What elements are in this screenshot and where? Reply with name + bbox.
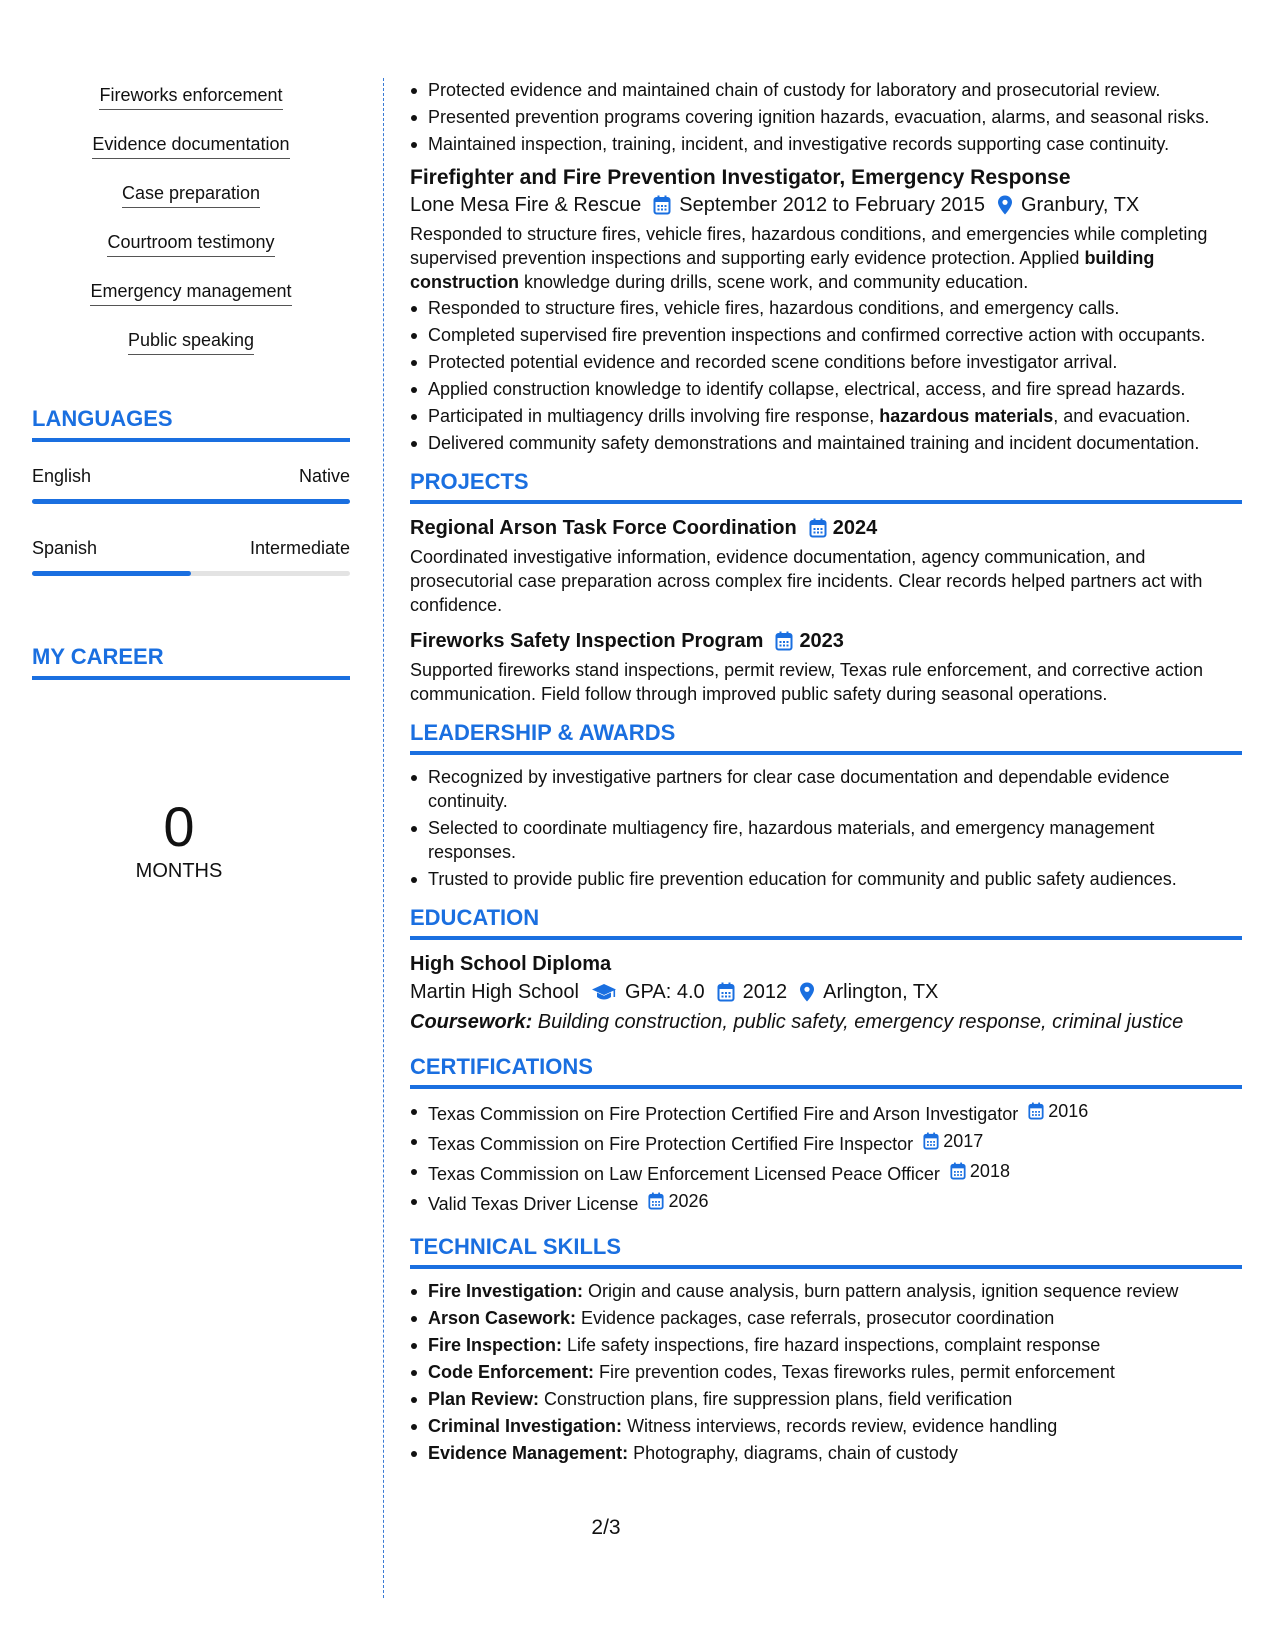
list-item: Presented prevention programs covering ignition hazards, evacuation, alarms, and seasonal risks. [428,105,1242,129]
languages-heading: LANGUAGES [32,406,350,442]
career-counter [32,795,326,883]
certifications-list [410,1099,1242,1216]
coursework-label: Coursework: [410,1011,533,1033]
awards-list [410,765,1242,891]
language-row [32,466,350,487]
education-gpa: GPA: 4.0 [624,981,705,1003]
language-bar-fill [32,499,350,504]
calendar-icon [1028,1102,1044,1120]
career-heading: MY CAREER [32,644,350,680]
project-title-row [410,627,1242,655]
main-content [410,78,1242,1468]
certification-year: 2017 [943,1131,984,1151]
calendar-icon [653,195,671,215]
calendar-icon [717,982,735,1002]
calendar-icon [648,1192,664,1210]
certification-date [950,1159,1010,1183]
education-school: Martin High School [410,981,579,1003]
calendar-icon [775,631,793,651]
project-item [410,514,1242,617]
skill-label: Criminal Investigation: [428,1416,623,1436]
job-dates: September 2012 to February 2015 [679,194,985,216]
list-item: Maintained inspection, training, incident, and investigative records supporting case continuity. [428,132,1242,156]
job-description-text: Responded to structure fires, vehicle fires, hazardous conditions, and emergencies while completing supervised prevention inspections and supporting early evidence protection. Applied [410,224,1208,268]
list-item [428,1279,1242,1303]
list-item: Responded to structure fires, vehicle fires, hazardous conditions, and emergency calls. [428,296,1242,320]
career-value: 0 [163,795,195,858]
education-meta [410,978,1242,1006]
education-heading: EDUCATION [410,905,1242,940]
bullet-text: Participated in multiagency drills involving fire response, [428,406,880,426]
previous-job-bullets [410,78,1242,156]
job-description-text: knowledge during drills, scene work, and community education. [519,272,1029,292]
project-description: Coordinated investigative information, evidence documentation, agency communication, and prosecutorial case preparation across complex fire incidents. Clear records helped partners act with confidence. [410,547,1203,615]
skill-label: Plan Review: [428,1389,540,1409]
skill-text: Fire prevention codes, Texas fireworks rules, permit enforcement [594,1362,1115,1382]
list-item [428,1099,1242,1126]
skill-text: Construction plans, fire suppression plans, field verification [539,1389,1013,1409]
calendar-icon [809,518,827,538]
language-name: English [32,466,92,486]
certification-year: 2016 [1048,1101,1089,1121]
page-number: 2/3 [591,1516,621,1539]
education-location: Arlington, TX [823,981,939,1003]
location-pin-icon [799,982,815,1002]
skill-tag: Courtroom testimony [107,230,274,257]
certification-name: Valid Texas Driver License [428,1194,639,1214]
certification-date [648,1189,708,1213]
language-bar-fill [32,571,191,576]
list-item [428,1306,1242,1330]
list-item [428,1360,1242,1384]
skill-tag: Emergency management [90,279,291,306]
skill-tag: Public speaking [128,328,254,355]
list-item: Recognized by investigative partners for clear case documentation and dependable evidence continuity. [428,765,1242,813]
job-description [410,222,1242,294]
skill-label: Code Enforcement: [428,1362,595,1382]
language-name: Spanish [32,538,98,558]
skill-text: Evidence packages, case referrals, prosecutor coordination [576,1308,1055,1328]
certification-year: 2018 [969,1161,1010,1181]
certification-year: 2026 [668,1191,709,1211]
bullet-text: , and evacuation. [1053,406,1191,426]
project-item [410,627,1242,706]
list-item [428,1129,1242,1156]
graduation-cap-icon [591,982,617,1002]
language-bar [32,571,350,576]
skill-text: Origin and cause analysis, burn pattern analysis, ignition sequence review [583,1281,1179,1301]
coursework-text: Building construction, public safety, emergency response, criminal justice [532,1011,1184,1033]
location-pin-icon [997,195,1013,215]
projects-heading: PROJECTS [410,469,1242,504]
career-unit: MONTHS [135,860,223,882]
list-item [428,1414,1242,1438]
education-year: 2012 [742,981,788,1003]
project-description: Supported fireworks stand inspections, permit review, Texas rule enforcement, and corrective action communication. Field follow through improved public safety during seasonal operations. [410,660,1204,704]
certification-name: Texas Commission on Fire Protection Certified Fire and Arson Investigator [428,1104,1019,1124]
project-year: 2023 [799,630,844,652]
skill-text: Photography, diagrams, chain of custody [628,1443,958,1463]
calendar-icon [950,1162,966,1180]
job-title: Firefighter and Fire Prevention Investigator, Emergency Response [410,166,1071,189]
project-year: 2024 [832,517,878,539]
job-location: Granbury, TX [1021,194,1140,216]
list-item [428,1159,1242,1186]
list-item: Delivered community safety demonstrations and maintained training and incident documentation. [428,431,1242,455]
language-level: Intermediate [249,538,350,558]
bullet-keyword: hazardous materials [879,406,1054,426]
list-item [428,404,1242,428]
calendar-icon [923,1132,939,1150]
education-degree: High School Diploma [410,953,612,975]
project-title: Regional Arson Task Force Coordination [410,517,797,539]
list-item [428,1441,1242,1465]
list-item [428,1333,1242,1357]
certification-date [923,1129,983,1153]
certifications-heading: CERTIFICATIONS [410,1054,1242,1089]
skill-tag: Fireworks enforcement [99,83,282,110]
job-description-keyword: building construction [410,248,1155,292]
column-divider [383,78,384,1598]
job-bullets [410,296,1242,455]
list-item: Protected evidence and maintained chain of custody for laboratory and prosecutorial review. [428,78,1242,102]
skill-label: Fire Inspection: [428,1335,563,1355]
list-item: Completed supervised fire prevention inspections and confirmed corrective action with occupants. [428,323,1242,347]
skill-text: Witness interviews, records review, evidence handling [622,1416,1058,1436]
job-meta [410,191,1242,219]
language-level: Native [298,466,350,486]
skill-label: Fire Investigation: [428,1281,584,1301]
awards-heading: LEADERSHIP & AWARDS [410,720,1242,755]
language-row [32,538,350,559]
list-item: Selected to coordinate multiagency fire, hazardous materials, and emergency management responses. [428,816,1242,864]
project-title-row [410,514,1242,542]
skill-label: Evidence Management: [428,1443,629,1463]
skill-tags [32,76,350,370]
certification-name: Texas Commission on Law Enforcement Licensed Peace Officer [428,1164,940,1184]
language-bar [32,499,350,504]
job-company: Lone Mesa Fire & Rescue [410,194,642,216]
list-item [428,1387,1242,1411]
skill-text: Life safety inspections, fire hazard inspections, complaint response [562,1335,1101,1355]
list-item: Protected potential evidence and recorded scene conditions before investigator arrival. [428,350,1242,374]
certification-name: Texas Commission on Fire Protection Certified Fire Inspector [428,1134,914,1154]
skill-tag: Case preparation [122,181,260,208]
skill-label: Arson Casework: [428,1308,577,1328]
project-title: Fireworks Safety Inspection Program [410,630,764,652]
sidebar [32,76,350,883]
education-coursework [410,1008,1242,1036]
technical-skills-list [410,1279,1242,1465]
list-item: Applied construction knowledge to identify collapse, electrical, access, and fire spread hazards. [428,377,1242,401]
certification-date [1028,1099,1088,1123]
skill-tag: Evidence documentation [92,132,289,159]
list-item [428,1189,1242,1216]
list-item: Trusted to provide public fire prevention education for community and public safety audiences. [428,867,1242,891]
technical-skills-heading: TECHNICAL SKILLS [410,1234,1242,1269]
